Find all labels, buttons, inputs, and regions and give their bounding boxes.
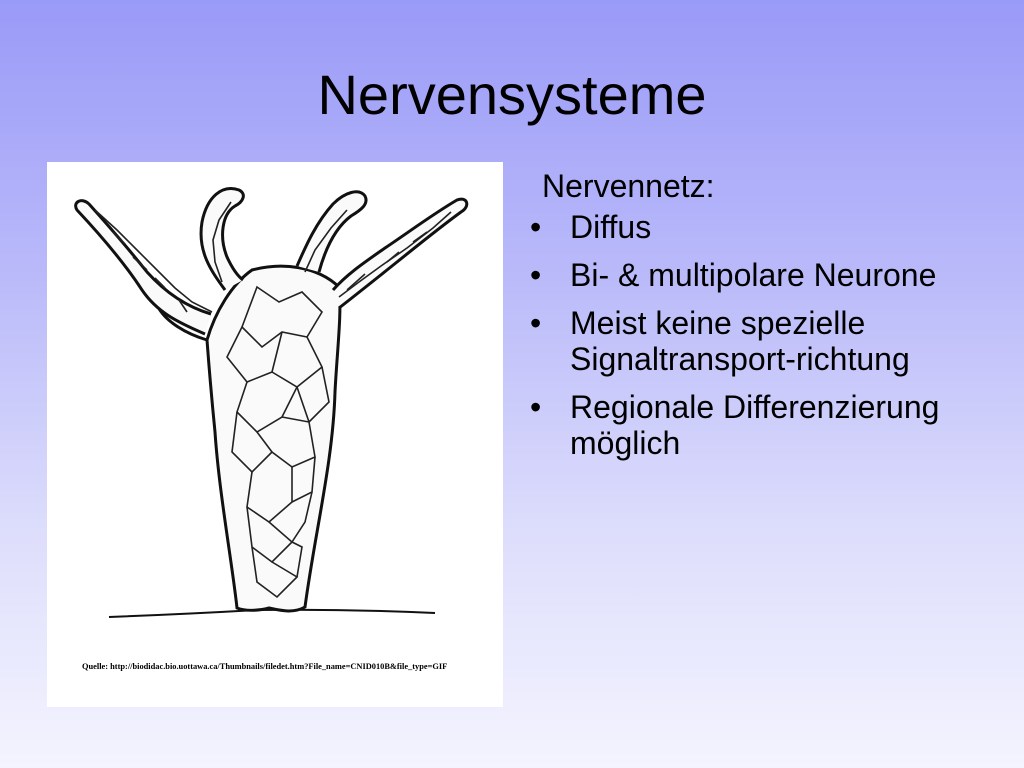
tentacle-left-inner xyxy=(201,189,243,290)
bullet-text: Bi- & multipolare Neurone xyxy=(570,257,937,293)
tentacle-right-inner xyxy=(297,192,366,272)
bullet-item xyxy=(528,305,968,377)
bullet-item xyxy=(528,389,968,461)
slide-title: Nervensysteme xyxy=(317,63,707,126)
bullet-item xyxy=(528,257,968,293)
ground-line xyxy=(109,610,435,617)
bullet-symbol: • xyxy=(530,257,542,293)
hydra-illustration xyxy=(47,162,503,707)
bullet-content xyxy=(528,168,968,473)
hydra-nerve-net-drawing xyxy=(47,162,503,707)
bullet-symbol: • xyxy=(530,305,542,341)
bullet-item xyxy=(528,209,968,245)
bullet-symbol: • xyxy=(530,209,542,245)
bullet-text: Meist keine spezielle Signaltransport-richtung xyxy=(570,305,910,377)
section-label: Nervennetz: xyxy=(542,168,715,204)
figure-source-caption: Quelle: http://biodidac.bio.uottawa.ca/Thumbnails/filedet.htm?File_name=CNID010B&file_type=GIF xyxy=(82,662,448,671)
bullet-list xyxy=(528,209,968,461)
bullet-text: Regionale Differenzierung möglich xyxy=(570,389,940,461)
bullet-symbol: • xyxy=(530,389,542,425)
bullet-text: Diffus xyxy=(570,209,652,245)
